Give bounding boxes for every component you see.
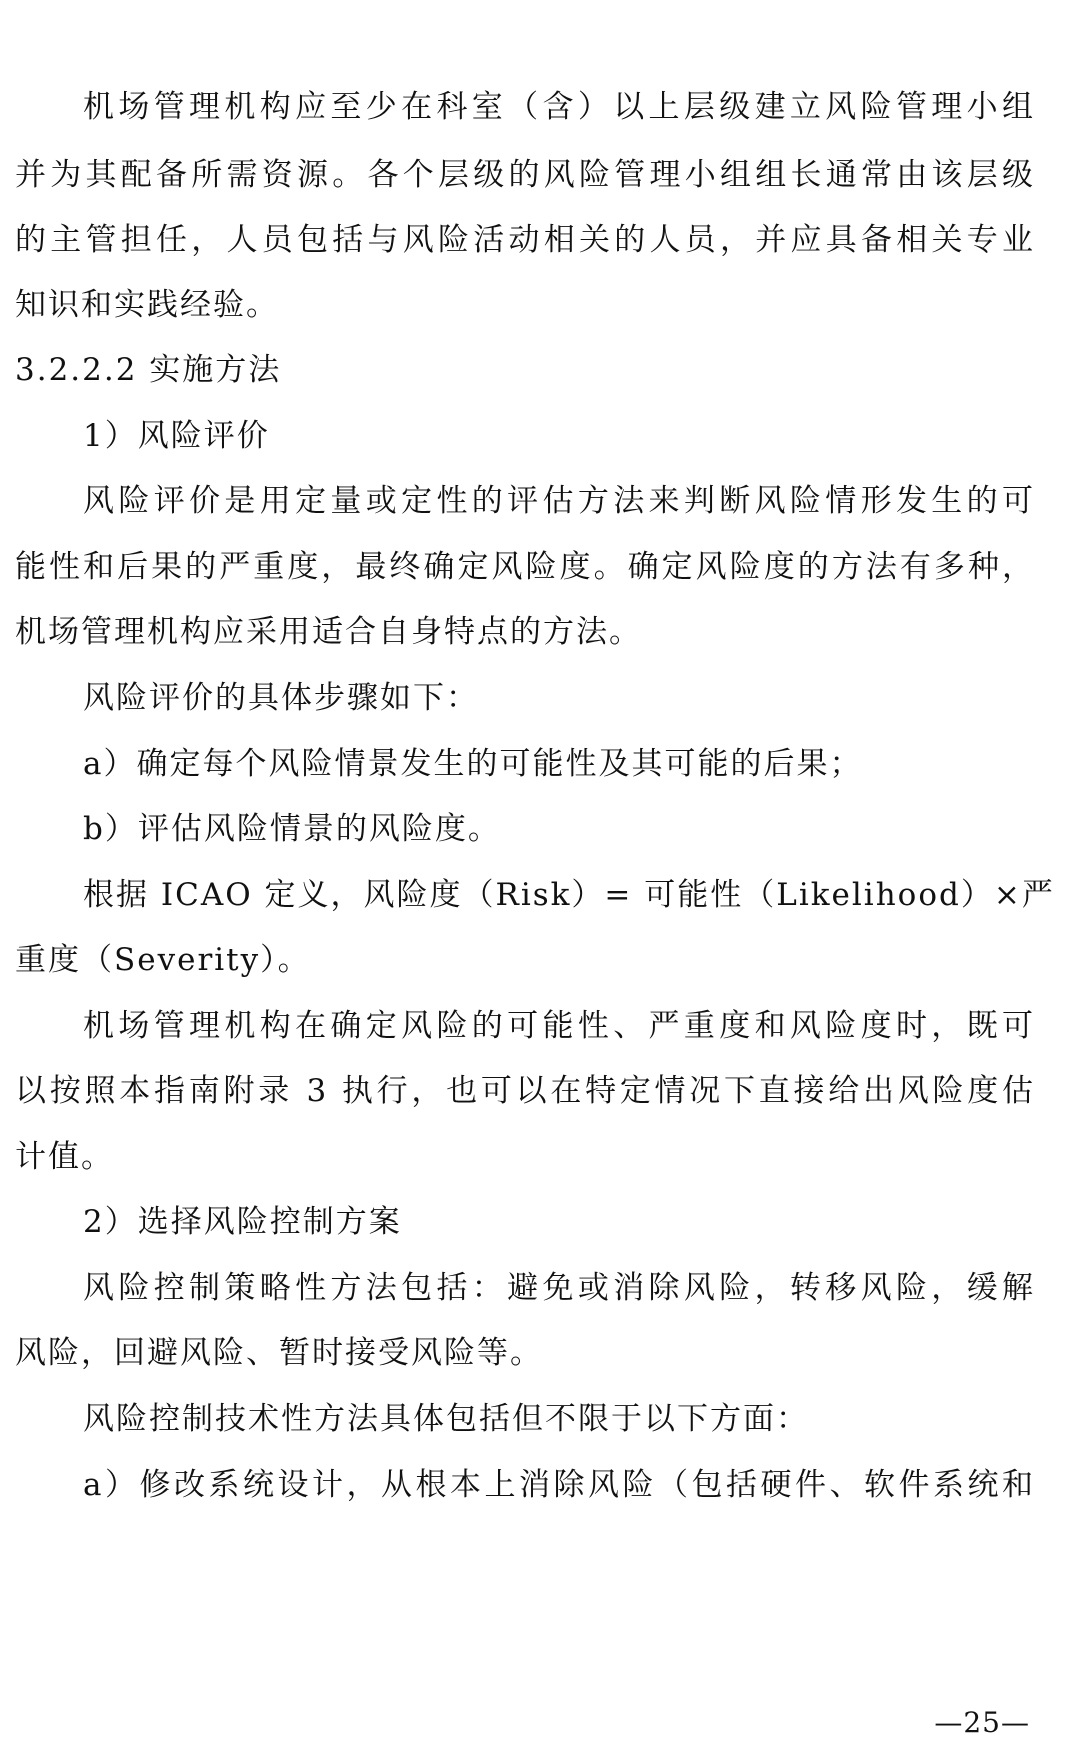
paragraph-line: 的主管担任，人员包括与风险活动相关的人员，并应具备相关专业 [15,222,1035,258]
paragraph-line: 机场管理机构在确定风险的可能性、严重度和风险度时，既可 [83,1008,1035,1044]
paragraph-line: 并为其配备所需资源。各个层级的风险管理小组组长通常由该层级 [15,157,1035,193]
paragraph-line: 机场管理机构应至少在科室（含）以上层级建立风险管理小组 [83,89,1035,125]
list-item: b）评估风险情景的风险度。 [83,811,501,847]
paragraph-line: 风险控制策略性方法包括：避免或消除风险，转移风险，缓解 [83,1270,1035,1306]
paragraph-line: 机场管理机构应采用适合自身特点的方法。 [15,614,642,650]
formula-line: 根据 ICAO 定义，风险度（Risk）= 可能性（Likelihood）×严 [83,877,1055,913]
subsection-heading: 2）选择风险控制方案 [83,1204,402,1240]
section-heading: 3.2.2.2 实施方法 [15,352,282,388]
paragraph-line: 风险，回避风险、暂时接受风险等。 [15,1335,543,1371]
list-item: a）确定每个风险情景发生的可能性及其可能的后果； [83,746,863,782]
paragraph-line: 以按照本指南附录 3 执行，也可以在特定情况下直接给出风险度估 [15,1073,1035,1109]
paragraph-line: 计值。 [15,1139,114,1175]
paragraph-line: 风险评价是用定量或定性的评估方法来判断风险情形发生的可 [83,483,1035,519]
list-item: a）修改系统设计，从根本上消除风险（包括硬件、软件系统和 [83,1467,1035,1503]
paragraph-line: 能性和后果的严重度，最终确定风险度。确定风险度的方法有多种， [15,549,1035,585]
paragraph-line: 风险评价的具体步骤如下： [83,680,479,716]
paragraph-line: 知识和实践经验。 [15,287,279,323]
formula-line: 重度（Severity）。 [15,942,311,978]
page-number: —25— [934,1706,1030,1739]
paragraph-line: 风险控制技术性方法具体包括但不限于以下方面： [83,1401,809,1437]
subsection-heading: 1）风险评价 [83,418,270,454]
